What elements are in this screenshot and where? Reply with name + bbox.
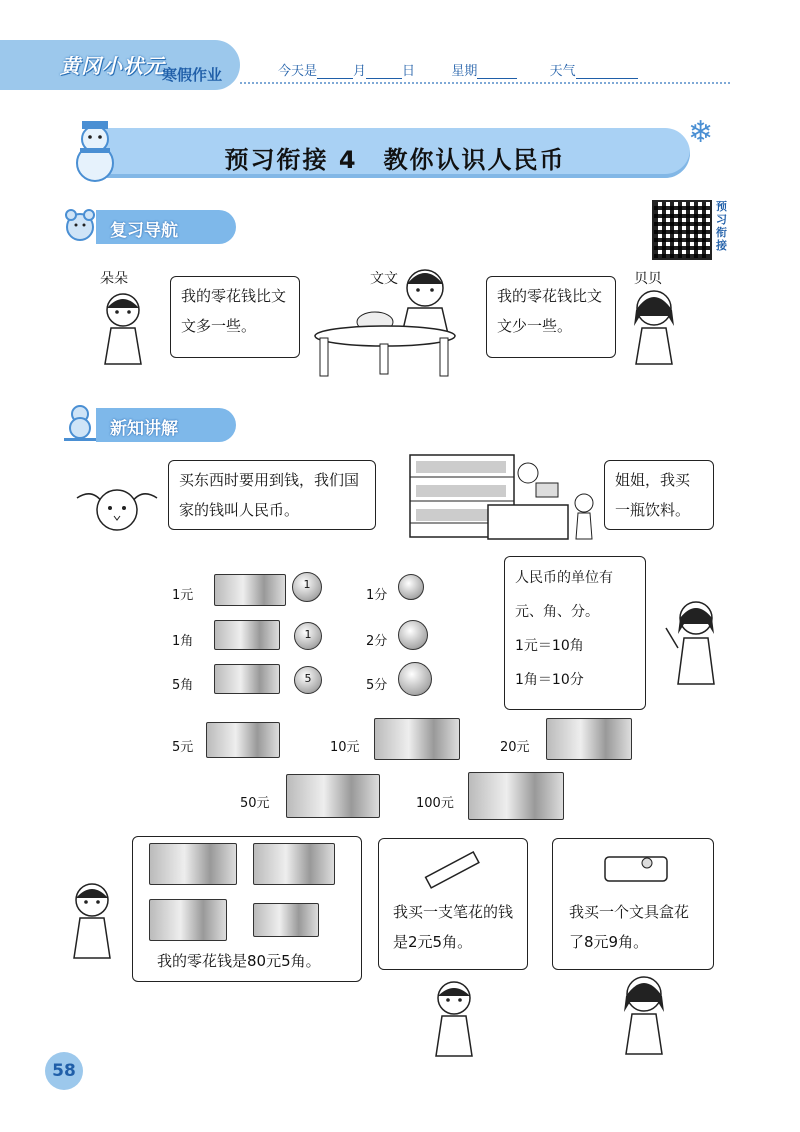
snowflake-icon: ❄ [688,115,714,150]
bird-speech: 买东西时要用到钱，我们国家的钱叫人民币。 [168,460,376,530]
beibei-figure [622,286,684,366]
girl-figure [64,880,124,960]
bill-20-yuan [546,718,632,760]
beibei-speech: 我的零花钱比文文少一些。 [486,276,616,358]
shop-counter-scene [408,453,600,541]
bill-50-yuan-savings [149,843,237,885]
beibei-name: 贝贝 [634,271,662,287]
label-1-jiao: 1角 [172,634,194,649]
review-section-title: 复习导航 [110,221,178,241]
savings-box [132,836,362,982]
bill-20-yuan-savings [253,843,335,885]
weather-label: 天气 [549,64,576,79]
weather-blank [576,64,638,79]
pencil-case-text: 我买一个文具盒花了8元9角。 [569,903,690,951]
teacher-figure [664,598,724,686]
coin-1-fen [398,574,424,600]
bill-5-jiao-savings [253,903,319,937]
label-1-yuan: 1元 [172,588,194,603]
bill-5-yuan [206,722,280,758]
header-subtitle: 寒假作业 [162,66,223,84]
pen-text: 我买一支笔花的钱是2元5角。 [393,903,514,951]
date-prefix: 今天是 [278,64,318,79]
snowman-icon [60,115,130,185]
label-5-jiao: 5角 [172,678,194,693]
bill-1-jiao [214,620,280,650]
units-line-1: 人民币的单位有 [515,570,613,586]
qr-code[interactable] [652,200,712,260]
qr-tag: 预习衔接 [716,200,727,252]
date-row [278,60,638,79]
wenwen-table-figure [310,262,470,380]
page-title: 预习衔接 4 教你认识人民币 [224,146,566,174]
bill-1-yuan [214,574,286,606]
bill-10-yuan [374,718,460,760]
month-blank [317,64,353,79]
coin-1-yuan: 1 [292,572,322,602]
bird-mascot [72,478,162,538]
month-label: 月 [353,64,367,79]
units-line-4: 1角＝10分 [515,672,584,688]
coin-1-jiao: 1 [294,622,322,650]
coin-5-jiao: 5 [294,666,322,694]
label-10-yuan: 10元 [330,740,360,755]
day-label: 日 [402,64,416,79]
bill-100-yuan [468,772,564,820]
bill-5-jiao [214,664,280,694]
snowman-ski-icon [60,402,100,442]
label-5-fen: 5分 [366,678,388,693]
weekday-blank [477,64,517,79]
new-section-title: 新知讲解 [110,419,178,439]
kid-speech: 姐姐，我买一瓶饮料。 [604,460,714,530]
girl-savings-text: 我的零花钱是80元5角。 [157,952,321,970]
pen-icon [419,845,489,893]
coin-2-fen [398,620,428,650]
label-20-yuan: 20元 [500,740,530,755]
bill-50-yuan [286,774,380,818]
header-divider [240,82,730,84]
label-50-yuan: 50元 [240,796,270,811]
pencil-case-icon [601,847,671,887]
duoduo-figure [95,290,155,365]
brand-logo: 黄冈小状元 [60,54,165,78]
wenwen-name: 文文 [370,271,398,287]
day-blank [366,64,402,79]
bill-10-yuan-savings [149,899,227,941]
bear-icon [60,205,100,245]
units-line-2: 元、角、分。 [515,604,599,620]
coin-5-fen [398,662,432,696]
label-2-fen: 2分 [366,634,388,649]
boy-figure [424,978,488,1058]
pencil-case-box [552,838,714,970]
units-line-3: 1元＝10角 [515,638,584,654]
duoduo-name: 朵朵 [100,271,128,287]
duoduo-speech: 我的零花钱比文文多一些。 [170,276,300,358]
pen-box [378,838,528,970]
label-5-yuan: 5元 [172,740,194,755]
units-box [504,556,646,710]
weekday-label: 星期 [451,64,478,79]
label-1-fen: 1分 [366,588,388,603]
page-number: 58 [45,1052,83,1090]
label-100-yuan: 100元 [416,796,454,811]
girl2-figure [612,972,676,1056]
